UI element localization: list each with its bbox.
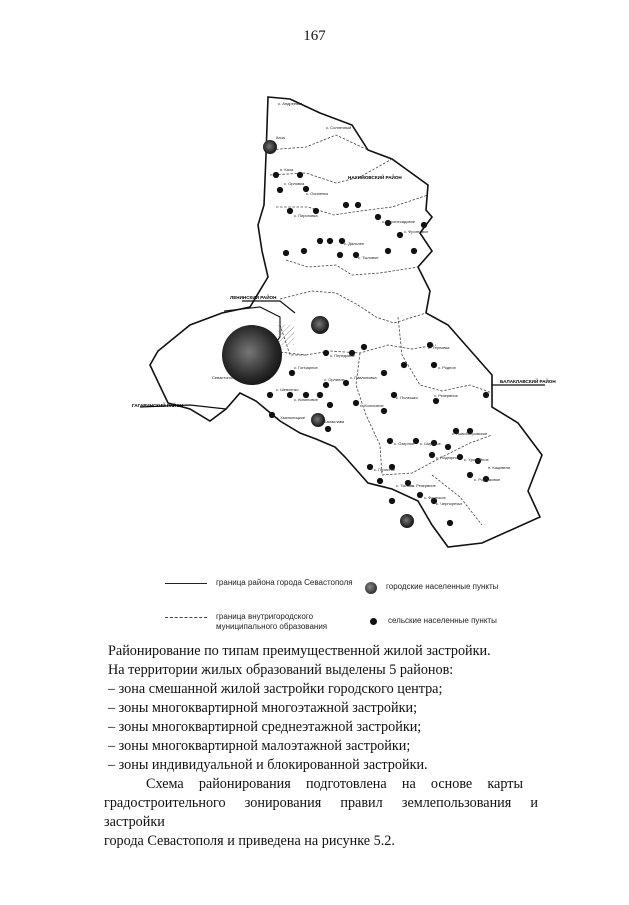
settlement-label: с. Шевченко — [276, 387, 299, 392]
settlement-label: с. Фронтовое — [404, 229, 429, 234]
settlement-label: с. Урожайное — [464, 457, 489, 462]
settlement-label: с. Тыловое — [358, 255, 379, 260]
urban-settlement-balaklava — [311, 413, 325, 427]
legend-municipal-boundary — [165, 612, 380, 632]
list-item: – зоны индивидуальной и блокированной застройки. — [108, 757, 428, 773]
map-legend — [165, 578, 585, 638]
settlement-label: с. Осипенко — [306, 191, 329, 196]
settlement-label: с. Передовое — [330, 353, 355, 358]
settlement-label: с. Кизиловое — [294, 397, 318, 402]
urban-settlement-kacha — [263, 140, 277, 154]
settlement-label: Балаклава — [324, 419, 345, 424]
settlement-label: с. Андреевка — [278, 101, 303, 106]
settlement-label: с. Хмельницкое — [276, 415, 306, 420]
body-text — [104, 642, 538, 851]
settlement-label: с. Резервное — [412, 483, 436, 488]
settlement-label: с. Широкое — [420, 441, 441, 446]
settlement-label: с. Родниковое — [474, 477, 501, 482]
list-item: – зоны многоквартирной среднеэтажной застройки; — [108, 719, 422, 735]
district-label-nakhimovsky: НАХИМОВСКИЙ РАЙОН — [348, 175, 402, 180]
settlement-label: с. Гончарное — [294, 365, 318, 370]
settlement-label: с. Резервное — [434, 393, 458, 398]
settlement-label: с. Полюшко — [396, 395, 418, 400]
settlement-label: с. Родное — [438, 365, 456, 370]
settlement-label: Севастополь — [212, 375, 237, 380]
list-item: – зона смешанной жилой застройки городского центра; — [108, 681, 443, 697]
paragraph-line: города Севастополя и приведена на рисунке 5.2. — [104, 833, 395, 849]
text-line: На территории жилых образований выделены 5 районов: — [108, 662, 454, 678]
district-label-gagarinsky: ГАГАРИНСКИЙ РАЙОН — [132, 403, 184, 408]
legend-label: сельские населенные пункты — [388, 616, 497, 625]
settlement-label: с. Гористое — [374, 467, 396, 472]
legend-label: граница района города Севастополя — [216, 578, 353, 587]
settlement-label: с. Терновка — [428, 345, 450, 350]
settlement-label: с. Флотское — [424, 495, 446, 500]
settlement-label: с. Тылово — [396, 483, 415, 488]
settlement-label: п. Кацивели — [488, 465, 511, 470]
settlement-label: с. Солнечный — [326, 125, 352, 130]
settlement-label: с. Дальнее — [344, 241, 365, 246]
legend-label: городские населенные пункты — [386, 582, 499, 591]
settlement-label: Кача — [276, 135, 285, 140]
settlement-label: с. Орлиное — [324, 377, 345, 382]
rural-settlement-icon — [370, 618, 377, 625]
settlement-label: с. Верхнесадовое — [382, 219, 416, 224]
paragraph-line: Схема районирования подготовлена на основе карты — [146, 776, 523, 792]
district-map — [130, 55, 590, 565]
text-line: Районирование по типам преимущественной жилой застройки. — [108, 643, 491, 659]
solid-line-icon — [165, 583, 207, 584]
map-svg — [130, 55, 590, 565]
urban-settlement-inkerman — [311, 316, 329, 334]
legend-city-boundary — [165, 578, 380, 588]
settlement-label: с. Орловка — [284, 181, 305, 186]
paragraph-line: градостроительного зонирования правил землепользования и застройки — [104, 795, 538, 830]
list-item: – зоны многоквартирной малоэтажной застройки; — [108, 738, 411, 754]
hatched-area — [278, 325, 294, 345]
district-label-leninsky: ЛЕНИНСКИЙ РАЙОН — [230, 295, 277, 300]
settlement-label: с. Колхозное — [360, 403, 384, 408]
settlement-label: с. Пироговка — [294, 213, 318, 218]
legend-rural-settlements — [367, 616, 497, 626]
urban-settlement-foros — [400, 514, 414, 528]
urban-settlement-icon — [365, 582, 377, 594]
settlement-label: с. Павлоновка — [350, 375, 377, 380]
legend-label: граница внутригородского муниципального образования — [216, 612, 328, 631]
list-item: – зоны многоквартирной многоэтажной застройки; — [108, 700, 418, 716]
settlement-label: с. Новобобровское — [452, 431, 488, 436]
settlement-label: с. Черноречье — [436, 501, 463, 506]
legend-urban-settlements — [365, 582, 498, 594]
settlement-label: п. Кача — [280, 167, 294, 172]
district-label-balaklavsky: БАЛАКЛАВСКИЙ РАЙОН — [500, 379, 556, 384]
page-number: 167 — [303, 28, 326, 44]
settlement-label: с. Озерное — [394, 441, 415, 446]
dashed-line-icon — [165, 617, 207, 618]
settlement-label: с. Подгорное — [436, 455, 461, 460]
